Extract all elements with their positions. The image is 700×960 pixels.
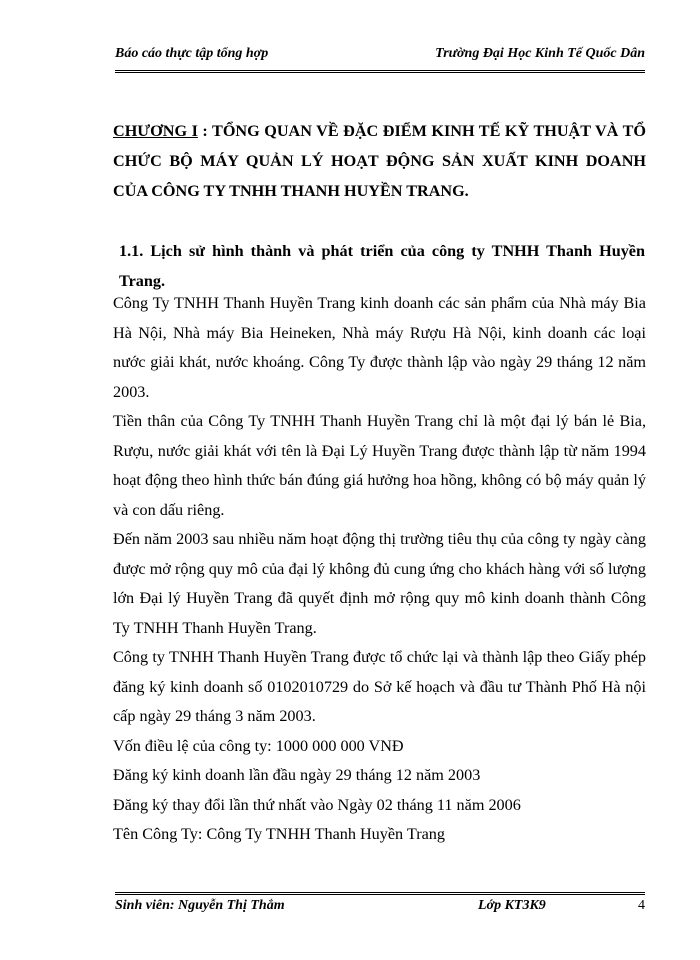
- footer-student: Sinh viên: Nguyễn Thị Thắm: [115, 898, 285, 913]
- paragraph: Công ty TNHH Thanh Huyền Trang được tổ chức lại và thành lập theo Giấy phép đăng ký kinh doanh số 0102010729 do Sở kế hoạch và đầu tư Thành Phố Hà nội cấp ngày 29 tháng 3 năm 2003.: [113, 648, 646, 725]
- body-text: [113, 289, 646, 850]
- footer-class: Lớp KT3K9: [478, 898, 546, 913]
- page-number: 4: [638, 898, 645, 913]
- paragraph: Đăng ký kinh doanh lần đầu ngày 29 tháng 12 năm 2003: [113, 766, 481, 784]
- page-header: [115, 44, 645, 73]
- paragraph: Đến năm 2003 sau nhiều năm hoạt động thị trường tiêu thụ của công ty ngày càng được mở rộng quy mô của đại lý không đủ cung ứng cho khách hàng với số lượng lớn Đại lý Huyền Trang đã quyết định mở rộng quy mô kinh doanh thành Công Ty TNHH Thanh Huyền Trang.: [113, 530, 646, 637]
- paragraph: Tiền thân của Công Ty TNHH Thanh Huyền Trang chỉ là một đại lý bán lẻ Bia, Rượu, nước giải khát với tên là Đại Lý Huyền Trang được thành lập từ năm 1994 hoạt động theo hình thức bán đúng giá hưởng hoa hồng, không có bộ máy quản lý và con dấu riêng.: [113, 412, 646, 519]
- chapter-number: CHƯƠNG I: [113, 122, 198, 140]
- header-report-title: Báo cáo thực tập tổng hợp: [115, 46, 269, 61]
- chapter-title: : TỔNG QUAN VỀ ĐẶC ĐIỂM KINH TẾ KỸ THUẬT VÀ TỔ CHỨC BỘ MÁY QUẢN LÝ HOẠT ĐỘNG SẢN XUẤT KINH DOANH CỦA CÔNG TY TNHH THANH HUYỀN TRANG.: [113, 122, 646, 200]
- chapter-heading: [113, 116, 646, 206]
- paragraph: Công Ty TNHH Thanh Huyền Trang kinh doanh các sản phẩm của Nhà máy Bia Hà Nội, Nhà máy Bia Heineken, Nhà máy Rượu Hà Nội, kinh doanh các loại nước giải khát, nước khoáng. Công Ty được thành lập vào ngày 29 tháng 12 năm 2003.: [113, 294, 646, 401]
- page-footer: [115, 892, 645, 917]
- header-university: Trường Đại Học Kinh Tế Quốc Dân: [435, 46, 645, 61]
- paragraph: Vốn điều lệ của công ty: 1000 000 000 VNĐ: [113, 736, 404, 755]
- section-heading: 1.1. Lịch sử hình thành và phát triển của công ty TNHH Thanh Huyền Trang.: [119, 242, 645, 290]
- paragraph: Đăng ký thay đổi lần thứ nhất vào Ngày 02 tháng 11 năm 2006: [113, 795, 521, 814]
- paragraph: Tên Công Ty: Công Ty TNHH Thanh Huyền Trang: [113, 825, 445, 843]
